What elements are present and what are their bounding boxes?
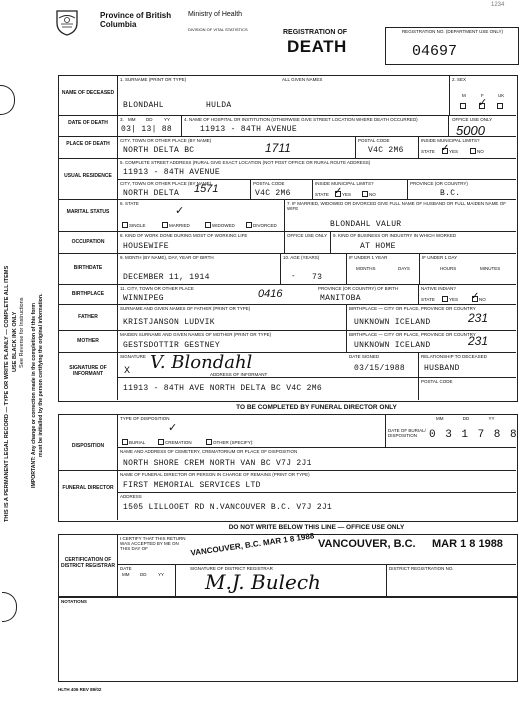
disposition-date-col-yy: YY [488,416,495,421]
date-hospital-divider [181,115,182,136]
residence-no-label: NO [369,192,376,197]
under1-divider [346,253,347,284]
office-use-value: 5000 [456,123,485,138]
given-names-value: HULDA [206,101,232,110]
date-of-death-value: 03| 13| 88 [121,125,173,134]
age-dash: - [292,271,295,280]
native-no-label: NO [479,297,486,302]
registration-number-label: REGISTRATION NO. (DEPARTMENT USE ONLY) [401,29,504,34]
row-divider [58,231,516,232]
native-divider [418,284,419,304]
marital-single-label: SINGLE [129,223,146,228]
mother-name-value: GESTSDOTTIR GESTNEY [123,341,220,350]
relationship-label: RELATIONSHIP TO DECEASED [421,354,487,359]
row-divider [58,199,516,200]
rotated-date-stamp: VANCOUVER, B.C. MAR 1 8 1988 [189,531,315,558]
other-label: OTHER (SPECIFY): [213,440,254,445]
birthplace-city-value: WINNIPEG [123,294,164,303]
given-names-label: ALL GIVEN NAMES [282,77,323,82]
residence-yes-label: YES [342,192,352,197]
row-divider [58,253,516,254]
birthdate-label: 9. MONTH (BY NAME), DAY, YEAR OF BIRTH [120,255,214,260]
division-heading: DIVISION OF VITAL STATISTICS [188,27,248,32]
disposition-date-col-dd: DD [462,416,470,421]
birthdate-value: DECEMBER 11, 1914 [123,273,210,282]
residence-yes-mark: ✓ [334,186,343,197]
label-place-of-death: PLACE OF DEATH [66,141,110,147]
date-of-death-number: 3. [120,117,124,122]
occupation-label: 8. KIND OF WORK DONE DURING MOST OF WORKING LIFE [120,233,248,238]
marital-married-label: MARRIED [169,223,190,228]
mother-birthplace-value: UNKNOWN ICELAND [354,341,431,350]
stamp-city: VANCOUVER, B.C. [318,538,416,550]
residence-city-value: NORTH DELTA [123,189,180,198]
label-certification: CERTIFICATION OF DISTRICT REGISTRAR [61,557,115,569]
under1-days-label: DAYS [398,266,410,271]
age-divider [280,253,281,284]
residence-limits-divider [312,179,313,199]
label-disposition: DISPOSITION [71,443,105,449]
cremation-checkbox[interactable] [158,439,164,445]
district-no-divider [386,564,387,596]
label-occupation: OCCUPATION [71,239,105,245]
mother-code-value: 231 [468,334,489,348]
occupation-value: HOUSEWIFE [123,242,169,251]
marital-widowed-label: WIDOWED [212,223,235,228]
business-value: AT HOME [360,242,396,251]
occ-office-use-label: OFFICE USE ONLY [287,233,328,238]
under1-year-label: IF UNDER 1 YEAR [349,255,388,260]
label-marital-status: MARITAL STATUS [66,209,110,215]
place-city-label: CITY, TOWN OR OTHER PLACE (BY NAME) [120,138,212,143]
label-funeral-director: FUNERAL DIRECTOR [62,485,114,491]
row-divider [58,352,516,353]
age-label: 10. AGE (YEARS) [283,255,320,260]
residence-state-label: STATE [315,192,329,197]
disposition-date-value: 0 3 1 7 8 8 [429,429,519,441]
surname-value: BLONDAHL [123,101,164,110]
native-state-label: STATE [421,297,435,302]
place-postal-label: POSTAL CODE [358,138,390,143]
marital-divorced-checkbox[interactable] [246,222,252,228]
under1-months-label: MONTHS [356,266,376,271]
business-divider [330,231,331,253]
native-no-mark: ✓ [471,291,480,302]
residence-postal-divider [250,179,251,199]
funeral-row-divider [58,470,516,471]
place-yes-mark: ✓ [441,143,450,154]
side-notice-line4: IMPORTANT: Any change or correction made in the completion of this form [31,302,37,488]
residence-province-value: B.C. [440,189,461,198]
label-signature-of-informant: SIGNATURE OF INFORMANT [69,365,107,377]
cemetery-label: NAME AND ADDRESS OF CEMETERY, CREMATORIUM OR PLACE OF DISPOSITION [120,449,298,454]
row-divider [58,158,516,159]
postal-divider [355,136,356,158]
office-date-col-yy: YY [158,572,165,577]
sex-check-mark: ✓ [478,97,488,109]
registration-heading: REGISTRATION OF [283,29,348,36]
funeral-label-divider [117,414,118,520]
birthplace-code-value: 0416 [258,288,283,300]
place-code-value: 1711 [265,141,291,155]
informant-address-value: 11913 - 84TH AVE NORTH DELTA BC V4C 2M6 [123,384,322,393]
label-mother: MOTHER [77,338,99,344]
under1-minutes-label: MINUTES [480,266,501,271]
native-yes-label: YES [449,297,459,302]
burial-checkbox[interactable] [122,439,128,445]
place-no-checkbox[interactable] [470,148,476,154]
informant-address-divider [117,377,516,378]
marital-check-mark: ✓ [175,205,185,217]
date-col-yy: YY [164,117,171,122]
row-divider [58,304,516,305]
disposition-date-divider [385,414,386,447]
date-signed-label: DATE SIGNED [349,354,380,359]
office-label-divider [117,534,118,596]
mother-name-label: MAIDEN SURNAME AND GIVEN NAMES OF MOTHER (PRINT OR TYPE) [120,332,272,337]
informant-x: X [124,366,131,377]
corner-number: 1234 [491,2,505,8]
registration-number-value: 04697 [412,43,458,60]
marital-state-label: 6. STATE [120,201,139,206]
surname-label: 1. SURNAME (PRINT OR TYPE) [120,77,187,82]
office-use-divider [448,115,449,136]
registrar-signature: M.J. Bulech [205,570,321,594]
disposition-check-mark: ✓ [168,422,178,434]
binder-hole-bottom [2,592,17,622]
age-value: 73 [312,273,323,282]
business-label: 9. KIND OF BUSINESS OR INDUSTRY IN WHICH WORKED [333,233,457,238]
sex-checkbox-m[interactable] [460,103,466,109]
sex-label: 2. SEX [452,77,467,82]
ministry-heading: Ministry of Health [188,11,243,18]
form-code: HLTH 406 REV 89/02 [58,687,102,692]
marital-married-checkbox[interactable] [162,222,168,228]
sex-checkbox-uk[interactable] [497,103,503,109]
certify-text: I CERTIFY THAT THIS RETURN WAS ACCEPTED BY ME ON THIS DAY OF [120,536,186,551]
birth-province-value: MANITOBA [320,294,361,303]
spouse-label: 7. IF MARRIED, WIDOWED OR DIVORCED GIVE FULL NAME OF HUSBAND OR FULL MAIDEN NAME OF WIFE [287,201,506,211]
binder-hole-top [0,85,15,115]
hospital-label: 4. NAME OF HOSPITAL OR INSTITUTION (OTHERWISE GIVE STREET LOCATION WHERE DEATH OCCURRED) [184,117,418,122]
sex-option-m: M [462,93,466,98]
disposition-date-col-mm: MM [436,416,444,421]
row-divider [58,330,516,331]
residence-code-value: 1571 [194,183,219,195]
side-notice-line1: THIS IS A PERMANENT LEGAL RECORD — TYPE OR WRITE PLAINLY — COMPLETE ALL ITEMS [4,265,10,522]
place-postal-value: V4C 2M6 [368,146,404,155]
label-date-of-death: DATE OF DEATH [68,120,108,126]
hospital-value: 11913 - 84TH AVENUE [200,125,297,134]
side-notice-line3: See Reverse for Instructions [19,297,25,368]
disposition-inner-divider [117,447,516,448]
label-birthplace: BIRTHPLACE [71,291,105,297]
father-birthplace-value: UNKNOWN ICELAND [354,318,431,327]
relationship-divider [418,352,419,377]
funeral-director-value: FIRST MEMORIAL SERVICES LTD [123,481,261,490]
residence-province-label: PROVINCE (OR COUNTRY) [410,181,468,186]
crest-logo [54,8,80,36]
under1day-divider [419,253,420,284]
cemetery-value: NORTH SHORE CREM NORTH VAN BC V7J 2J1 [123,459,312,468]
place-state-label: STATE [421,149,435,154]
label-birthdate: BIRTHDATE [73,265,103,271]
residence-province-divider [407,179,408,199]
mother-birthplace-label: BIRTHPLACE — CITY OR PLACE, PROVINCE OR COUNTRY [349,332,476,337]
date-signed-value: 03/15/1988 [354,364,406,373]
sex-option-uk: UK [498,93,505,98]
signature-label: SIGNATURE [120,354,146,359]
date-col-mm: MM [128,117,136,122]
burial-label: BURIAL [129,440,146,445]
residence-street-value: 11913 - 84TH AVENUE [123,168,220,177]
death-heading: DEATH [287,37,347,56]
disposition-date-cols [436,416,516,421]
other-checkbox[interactable] [206,439,212,445]
office-inner-divider [117,564,516,565]
notations-box [58,596,518,682]
marital-single-checkbox[interactable] [122,222,128,228]
row-divider [58,284,516,285]
residence-inner-divider [117,179,516,180]
native-yes-checkbox[interactable] [442,296,448,302]
disposition-type-label: TYPE OF DISPOSITION [120,416,170,421]
funeral-address-value: 1505 LILLOOET RD N.VANCOUVER B.C. V7J 2J1 [123,503,333,512]
residence-limits-label: INSIDE MUNICIPAL LIMITS? [315,181,374,186]
office-use-label: OFFICE USE ONLY [452,117,493,122]
place-city-value: NORTH DELTA BC [123,146,195,155]
marital-divorced-label: DIVORCED [253,223,277,228]
marital-widowed-checkbox[interactable] [205,222,211,228]
father-code-value: 231 [468,311,489,325]
under1-hours-label: HOURS [440,266,457,271]
informant-address-label: ADDRESS OF INFORMANT [210,372,268,377]
row-divider [58,136,516,137]
place-yes-label: YES [449,149,459,154]
father-name-label: SURNAME AND GIVEN NAMES OF FATHER (PRINT OR TYPE) [120,306,251,311]
spouse-divider [284,199,285,231]
date-col-dd: DD [146,117,153,122]
side-notice-line5: must be initialled by the person certifying the original information. [38,293,44,457]
label-father: FATHER [78,314,98,320]
office-section-title: DO NOT WRITE BELOW THIS LINE — OFFICE USE ONLY [228,524,405,531]
informant-postal-label: POSTAL CODE [421,379,453,384]
residence-city-label: CITY, TOWN OR OTHER PLACE (BY NAME) [120,181,212,186]
notations-label: NOTATIONS [61,599,87,604]
under1-day-label: IF UNDER 1 DAY [422,255,458,260]
funeral-address-label: ADDRESS [120,494,142,499]
cremation-label: CREMATION [165,440,192,445]
office-date-label: DATE [120,566,132,571]
stamp-date: MAR 1 8 1988 [432,538,503,550]
residence-street-label: 5. COMPLETE STREET ADDRESS (RURAL GIVE EXACT LOCATION (NOT POST OFFICE OR RURAL ROUTE ADDRESS) [120,160,371,165]
birth-province-label: PROVINCE (OR COUNTRY) OF BIRTH [318,286,399,291]
occ-office-divider [284,231,285,253]
label-usual-residence: USUAL RESIDENCE [64,173,112,179]
spouse-value: BLONDAHL VALUR [330,220,402,229]
informant-postal-divider [418,377,419,400]
birthplace-label: 11. CITY, TOWN OR OTHER PLACE [120,286,194,291]
funeral-address-divider [117,492,516,493]
sex-divider [449,75,450,115]
registrar-signature-label: SIGNATURE OF DISTRICT REGISTRAR [190,566,273,571]
place-no-label: NO [477,149,484,154]
inside-limits-label: INSIDE MUNICIPAL LIMITS? [421,138,480,143]
office-sig-divider [175,564,176,596]
district-no-label: DISTRICT REGISTRATION NO. [389,566,454,571]
residence-postal-label: POSTAL CODE [253,181,285,186]
residence-no-checkbox[interactable] [362,191,368,197]
father-bp-divider [346,304,347,352]
funeral-director-label: NAME OF FUNERAL DIRECTOR OR PERSON IN CHARGE OF REMAINS (PRINT OR TYPE) [120,472,310,477]
side-notice-line2: USE BLACK INK ONLY [12,311,18,372]
father-birthplace-label: BIRTHPLACE — CITY OR PLACE, PROVINCE OR COUNTRY [349,306,476,311]
informant-signature: V. Blondahl [150,352,253,373]
label-name-of-deceased: NAME OF DECEASED [61,90,115,96]
sex-option-f: F [481,93,484,98]
office-date-col-dd: DD [140,572,147,577]
limits-divider [418,136,419,158]
father-name-value: KRISTJANSON LUDVIK [123,318,215,327]
residence-postal-value: V4C 2M6 [255,189,291,198]
relationship-value: HUSBAND [424,364,460,373]
funeral-section-title: TO BE COMPLETED BY FUNERAL DIRECTOR ONLY [236,404,397,411]
office-date-col-mm: MM [122,572,130,577]
disposition-date-label: DATE OF BURIAL/ DISPOSITION [388,428,426,438]
province-heading: Province of British Columbia [100,11,172,29]
native-label: NATIVE INDIAN? [421,286,456,291]
